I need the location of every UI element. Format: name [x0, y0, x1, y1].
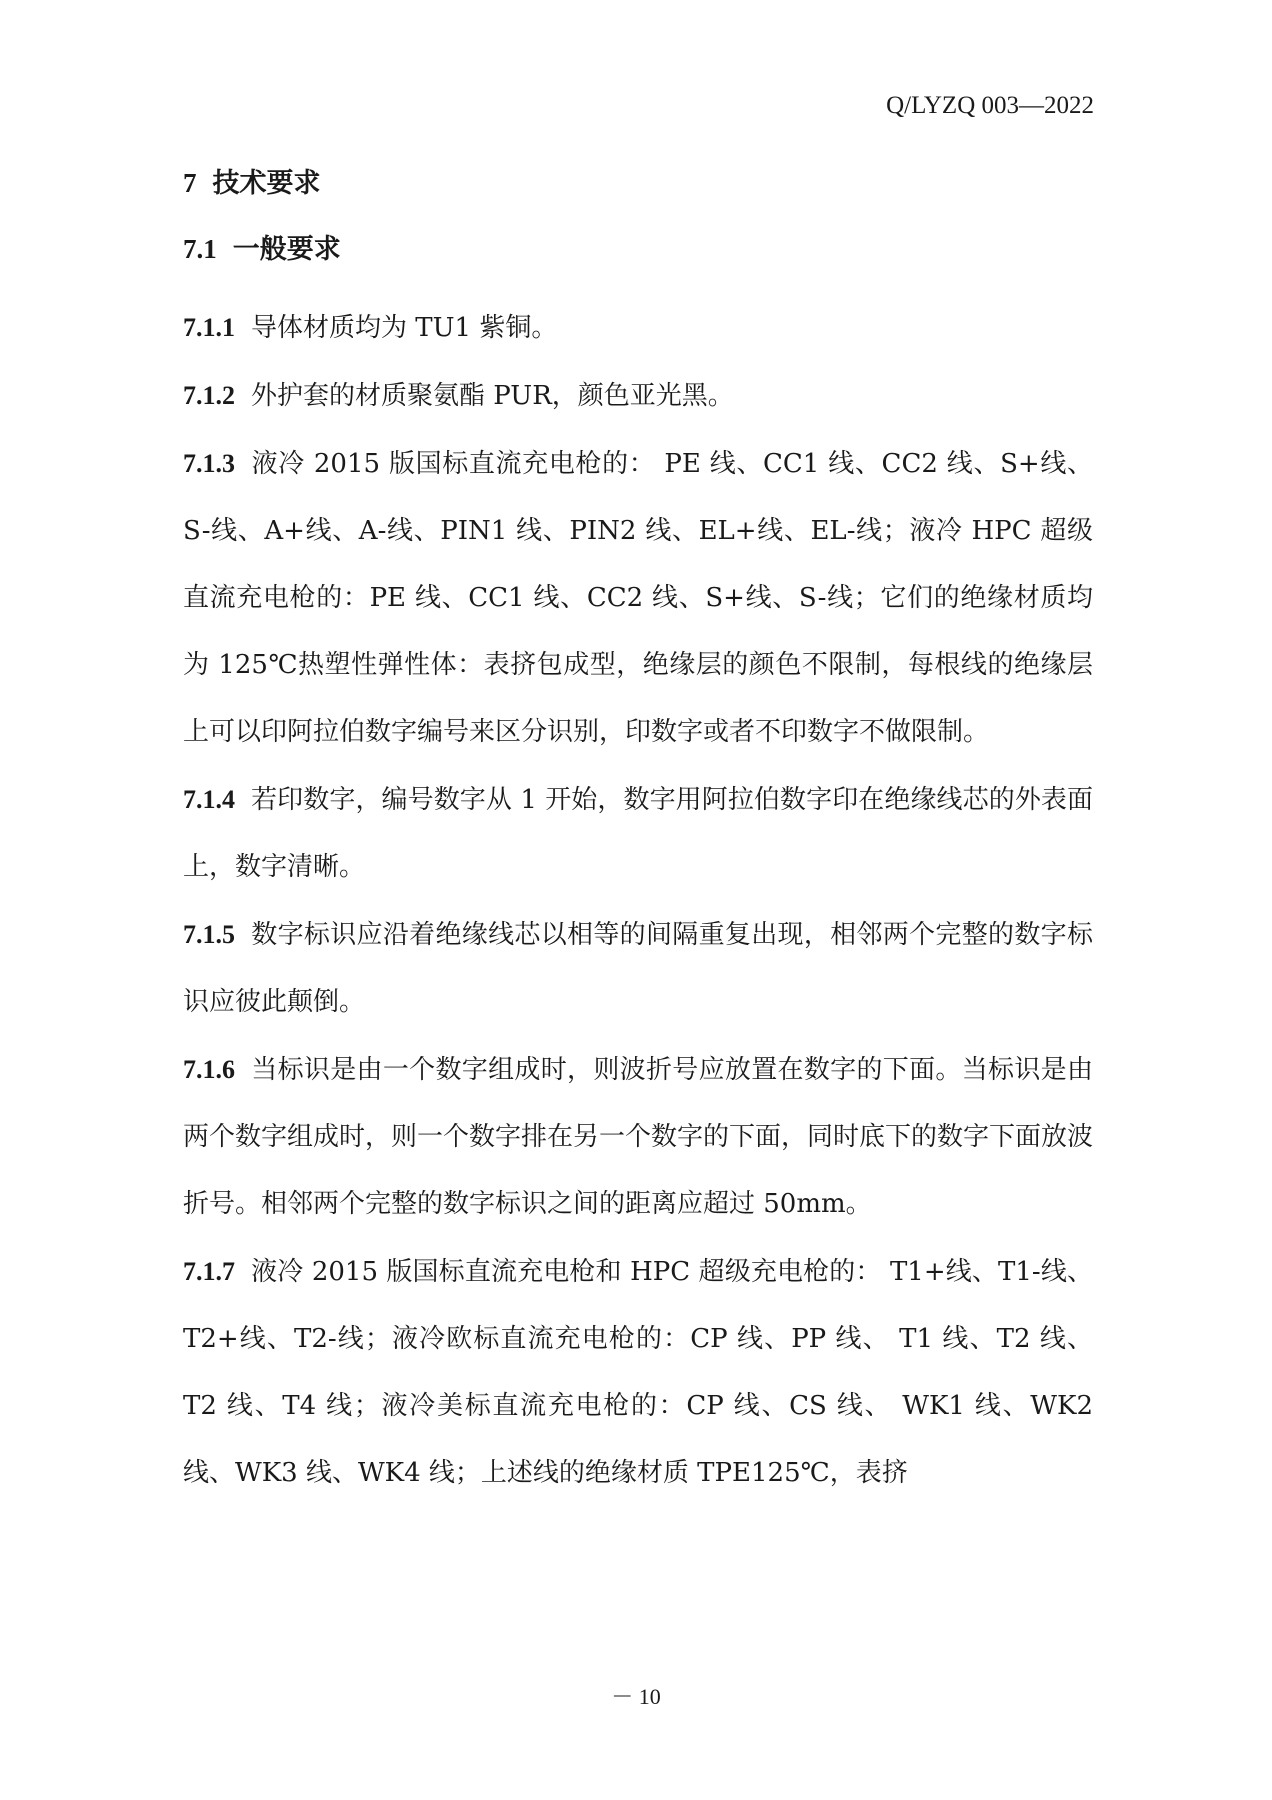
- clause-7-1-3: [183, 430, 1093, 766]
- clause-7-1-5: [183, 901, 1093, 1036]
- page-number: － 10: [611, 1684, 661, 1709]
- clause-number: 7.1.3: [183, 449, 235, 478]
- clause-number: 7.1.2: [183, 381, 235, 410]
- clause-text: 数字标识应沿着绝缘线芯以相等的间隔重复出现，相邻两个完整的数字标识应彼此颠倒。: [183, 920, 1093, 1017]
- clause-text: 若印数字，编号数字从 1 开始，数字用阿拉伯数字印在绝缘线芯的外表面上，数字清晰。: [183, 785, 1093, 882]
- clause-number: 7.1.4: [183, 785, 235, 814]
- clause-7-1-7: [183, 1238, 1093, 1507]
- section-heading: [183, 162, 1093, 228]
- clause-text: 液冷 2015 版国标直流充电枪和 HPC 超级充电枪的： T1+线、T1-线、T2+线、T2-线；液冷欧标直流充电枪的：CP 线、PP 线、 T1 线、T2 线、T2 线、T4 线；液冷美标直流充电枪的：CP 线、CS 线、 WK1 线、WK2 线、WK3 线、WK4 线；上述线的绝缘材质 TPE125℃，表挤: [183, 1257, 1093, 1488]
- section-title: 技术要求: [212, 168, 321, 199]
- clause-7-1-2: [183, 362, 1093, 430]
- clause-7-1-6: [183, 1036, 1093, 1238]
- clause-text: 液冷 2015 版国标直流充电枪的： PE 线、CC1 线、CC2 线、S+线、S-线、A+线、A-线、PIN1 线、PIN2 线、EL+线、EL-线；液冷 HPC 超级直流充电枪的：PE 线、CC1 线、CC2 线、S+线、S-线；它们的绝缘材质均为 125℃热塑性弹性体：表挤包成型，绝缘层的颜色不限制，每根线的绝缘层上可以印阿拉伯数字编号来区分识别，印数字或者不印数字不做限制。: [183, 449, 1093, 747]
- section-number: 7: [183, 168, 197, 198]
- clause-text: 外护套的材质聚氨酯 PUR，颜色亚光黑。: [251, 381, 734, 411]
- document-id: Q/LYZQ 003—2022: [886, 92, 1094, 119]
- subsection-number: 7.1: [183, 234, 217, 264]
- page-content: [183, 162, 1093, 1507]
- clause-text: 导体材质均为 TU1 紫铜。: [251, 313, 558, 343]
- clause-number: 7.1.5: [183, 920, 235, 949]
- clause-text: 当标识是由一个数字组成时，则波折号应放置在数字的下面。当标识是由两个数字组成时，则一个数字排在另一个数字的下面，同时底下的数字下面放波折号。相邻两个完整的数字标识之间的距离应超过 50mm。: [183, 1055, 1094, 1219]
- clause-number: 7.1.7: [183, 1257, 235, 1286]
- subsection-heading: [183, 228, 1093, 294]
- clause-number: 7.1.6: [183, 1055, 235, 1084]
- clause-7-1-4: [183, 766, 1093, 901]
- clause-7-1-1: [183, 294, 1093, 362]
- clause-number: 7.1.1: [183, 313, 235, 342]
- subsection-title: 一般要求: [232, 234, 341, 265]
